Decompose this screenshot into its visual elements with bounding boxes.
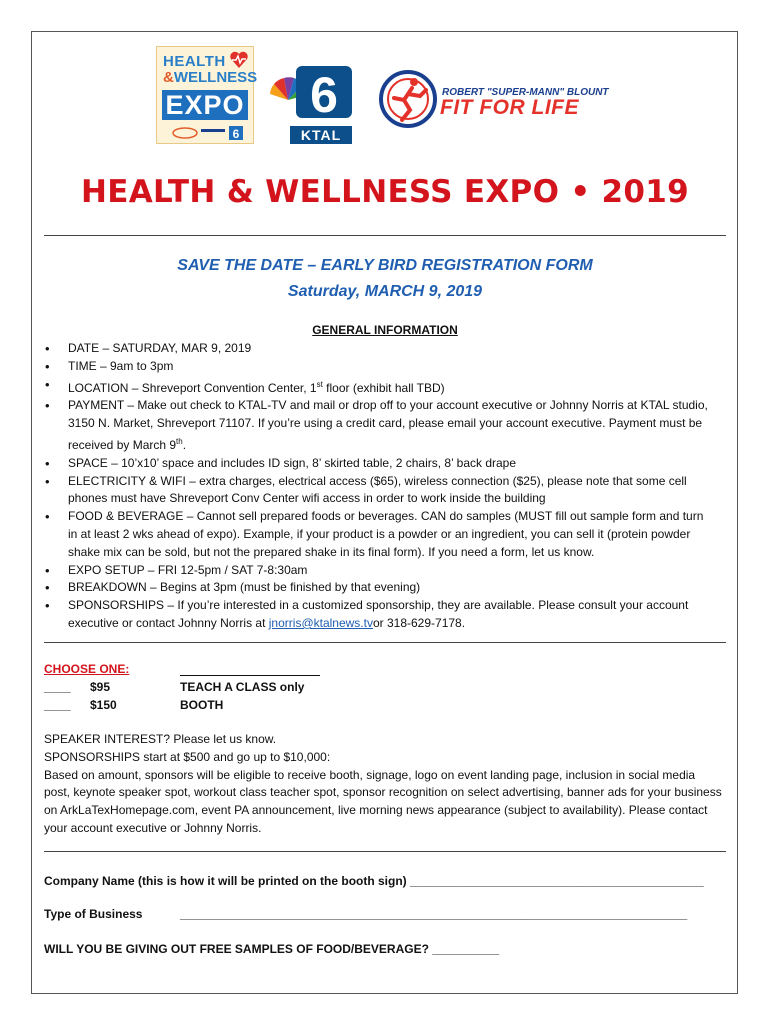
- sponsorship-benefits: Based on amount, sponsors will be eligible to receive booth, signage, logo on event landing page, inclusion in social media post, keynote speaker spot, workout class teacher spot, sponsor recognition on select advertising, banner ads for your business on ArkLaTexHomepage.com, event PA announcement, live morning news appearance (subject to availability). Please contact your account executive or Johnny Norris.: [44, 767, 722, 835]
- business-type-field[interactable]: ____________________________________________________________________________: [180, 907, 688, 921]
- ktal-channel-number: 6: [310, 67, 338, 123]
- samples-row: [44, 942, 499, 956]
- email-link[interactable]: jnorris@ktalnews.tv: [268, 615, 373, 630]
- info-sponsorships: [44, 597, 714, 633]
- logo-sponsor-strip: [165, 125, 247, 141]
- ktal-label: KTAL: [290, 126, 352, 144]
- general-information-list: [44, 340, 714, 633]
- logo-line-expo: EXPO: [162, 90, 248, 120]
- info-space: • SPACE – 10’x10’ space and includes ID sign, 8’ skirted table, 2 chairs, 8’ back drape: [44, 455, 714, 473]
- fit-for-life-logo: [378, 66, 618, 132]
- speaker-interest: SPEAKER INTEREST? Please let us know.: [44, 732, 277, 746]
- company-name-row: [44, 874, 704, 888]
- company-name-label: Company Name (this is how it will be printed on the booth sign): [44, 874, 407, 888]
- info-setup: • EXPO SETUP – FRI 12-5pm / SAT 7-8:30am: [44, 562, 714, 580]
- heart-icon: [229, 50, 249, 70]
- logo-line-health: HEALTH: [163, 53, 226, 70]
- location-text-end: floor (exhibit hall TBD): [322, 380, 445, 395]
- option-description: BOOTH: [180, 698, 224, 712]
- location-text: LOCATION – Shreveport Convention Center, 1: [68, 380, 317, 395]
- divider: [44, 235, 726, 236]
- choose-underline: [180, 675, 320, 676]
- option-price: $95: [90, 680, 111, 694]
- option-price: $150: [90, 698, 117, 712]
- info-payment: [44, 397, 714, 454]
- business-type-label: Type of Business: [44, 907, 143, 921]
- sponsorship-phone: or 318-629-7178.: [372, 615, 466, 630]
- divider: [44, 642, 726, 643]
- business-type-row: [44, 907, 688, 921]
- info-breakdown: • BREAKDOWN – Begins at 3pm (must be finished by that evening): [44, 579, 714, 597]
- choose-one-label: CHOOSE ONE:: [44, 662, 130, 676]
- payment-text-end: .: [182, 437, 187, 452]
- general-information-heading: GENERAL INFORMATION: [312, 323, 458, 337]
- fit-logo-brand: FIT FOR LIFE: [440, 96, 579, 119]
- sponsorship-text: SPONSORSHIPS – If you’re interested in a customized sponsorship, they are available. Please consult your account executive or contact Johnny Norris at: [68, 598, 689, 630]
- ktal-logo: [266, 60, 358, 148]
- runner-icon: [378, 66, 448, 132]
- logo-amp: &: [163, 69, 174, 86]
- option-description: TEACH A CLASS only: [180, 680, 305, 694]
- sponsorship-range: SPONSORSHIPS start at $500 and go up to $10,000:: [44, 749, 331, 764]
- health-wellness-expo-logo: [156, 46, 258, 144]
- company-name-field[interactable]: ____________________________________________: [410, 874, 704, 888]
- info-electricity: • ELECTRICITY & WIFI – extra charges, electrical access ($65), wireless connection ($25), please note that some cell phones must have Shreveport Conv Center wifi access in order to work inside the building: [44, 473, 714, 509]
- info-date: • DATE – SATURDAY, MAR 9, 2019: [44, 340, 714, 358]
- logo-line-wellness: [163, 69, 257, 86]
- info-time: • TIME – 9am to 3pm: [44, 358, 714, 376]
- option-blank[interactable]: ____: [44, 698, 71, 712]
- event-date-subtitle: Saturday, MARCH 9, 2019: [287, 283, 483, 300]
- option-blank[interactable]: ____: [44, 680, 71, 694]
- fit-logo-name: ROBERT "SUPER-MANN" BLOUNT: [442, 87, 609, 98]
- sponsorship-info: [44, 731, 724, 838]
- divider: [44, 851, 726, 852]
- page-title: HEALTH & WELLNESS EXPO • 2019: [80, 174, 690, 210]
- logo-wellness-word: WELLNESS: [173, 69, 258, 86]
- peacock-icon: [266, 60, 358, 126]
- svg-text:6: 6: [232, 127, 240, 141]
- info-food: • FOOD & BEVERAGE – Cannot sell prepared foods or beverages. CAN do samples (MUST fill out sample form and turn in at least 2 wks ahead of expo). Example, if your product is a powder or an ingredient, you can sell it (protein powder shake mix can be sold, but not the prepared shake in its final form). If you need a form, let us know.: [44, 508, 714, 561]
- samples-question: WILL YOU BE GIVING OUT FREE SAMPLES OF FOOD/BEVERAGE?: [44, 942, 429, 956]
- form-subtitle: SAVE THE DATE – EARLY BIRD REGISTRATION FORM: [177, 257, 593, 274]
- info-location: [44, 376, 714, 398]
- location-superscript: st: [316, 379, 323, 389]
- samples-field[interactable]: __________: [432, 942, 500, 956]
- payment-superscript: th: [176, 436, 183, 446]
- payment-text: PAYMENT – Make out check to KTAL-TV and mail or drop off to your account executive or Johnny Norris at KTAL studio, 3150 N. Market, Shreveport 71107. If you’re using a credit card, please email your account executive. Payment must be received by March 9: [68, 398, 708, 452]
